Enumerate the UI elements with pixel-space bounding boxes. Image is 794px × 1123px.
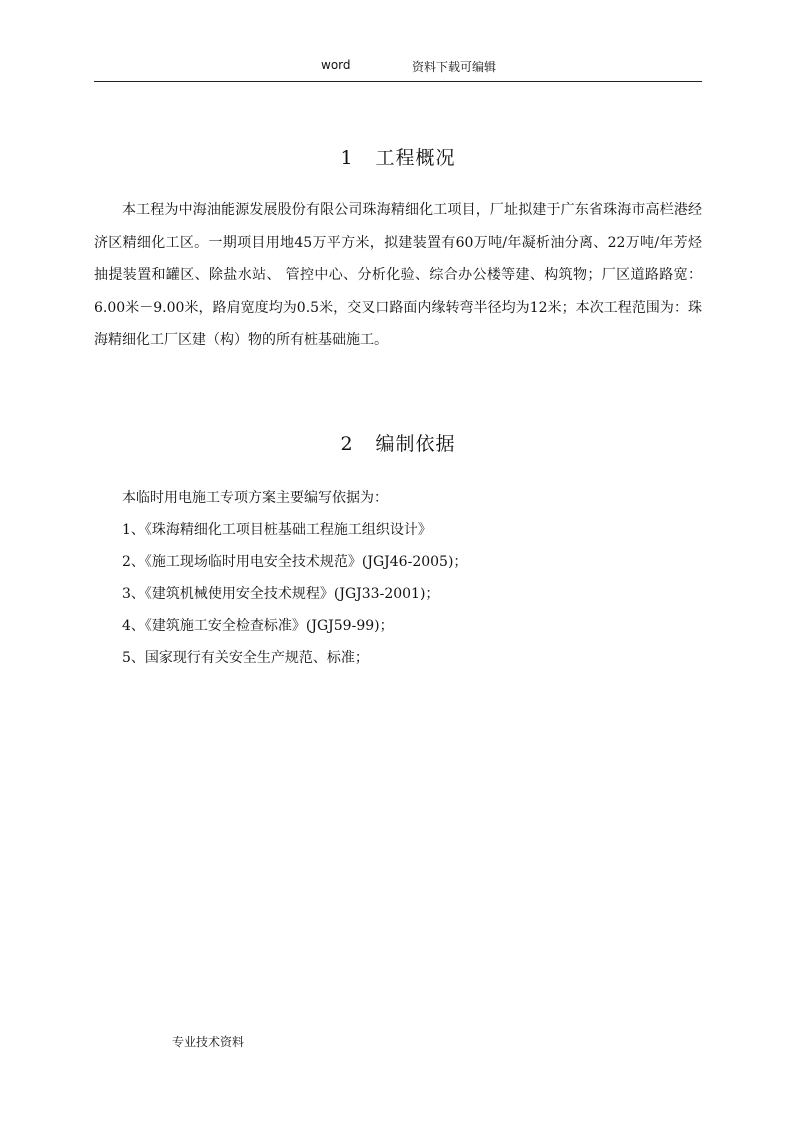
section-1-heading: [94, 143, 702, 170]
page-header: [94, 58, 702, 82]
list-item: 2、《施工现场临时用电安全技术规范》(JGJ46-2005)；: [122, 554, 468, 570]
section-1-title: 工程概况: [375, 147, 456, 169]
header-left-text: word: [321, 58, 351, 72]
list-item: 本临时用电施工专项方案主要编写依据为：: [122, 490, 388, 506]
header-divider: [94, 81, 702, 82]
section-2-title: 编制依据: [375, 433, 456, 455]
header-right-text: 资料下载可编辑: [412, 60, 497, 74]
section-2-number: 2: [340, 433, 354, 455]
list-item: 3、《建筑机械使用安全技术规程》(JGJ33-2001)；: [122, 586, 440, 602]
section-1-number: 1: [340, 147, 354, 169]
section-2-list: [94, 482, 702, 674]
list-item: 4、《建筑施工安全检查标准》(JGJ59-99)；: [122, 618, 394, 634]
list-item: 1、《珠海精细化工项目桩基础工程施工组织设计》: [122, 522, 432, 538]
section-2-heading: [94, 429, 702, 456]
page-footer: 专业技术资料: [172, 1035, 245, 1049]
section-1-paragraph: 本工程为中海油能源发展股份有限公司珠海精细化工项目，厂址拟建于广东省珠海市高栏港经济区精细化工区。一期项目用地45万平方米，拟建装置有60万吨/年凝析油分离、22万吨/年芳烃抽提装置和罐区、除盐水站、 管控中心、分析化验、综合办公楼等建、构筑物；厂区道路路宽：6.00米－9.00米，路肩宽度均为0.5米，交叉口路面内缘转弯半径均为12米；本次工程范围为：珠海精细化工厂区建（构）物的所有桩基础施工。: [94, 202, 702, 349]
list-item: 5、国家现行有关安全生产规范、标准；: [122, 650, 369, 666]
